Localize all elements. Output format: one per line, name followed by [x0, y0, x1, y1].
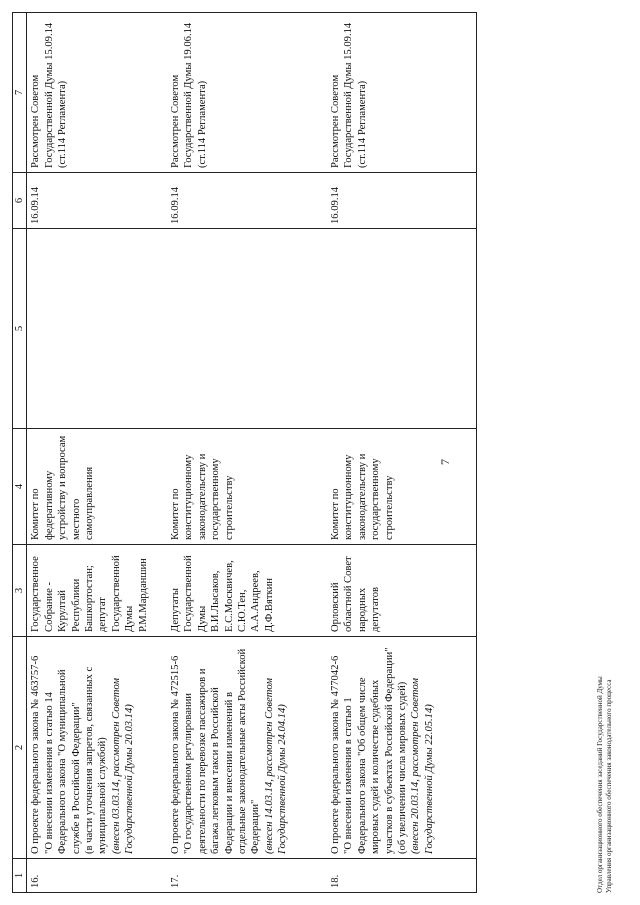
- status-cell: Рассмотрен Советом Государственной Думы 19.06.14 (ст.114 Регламента): [167, 13, 327, 173]
- bill-line: Федерации и внесении изменений в: [223, 692, 235, 854]
- footer-directorate: Управления организационного обеспечения законодательного процесса: [605, 679, 613, 893]
- bill-line: участков в субъектах Российской Федерации": [383, 647, 395, 854]
- header-col-1: 1: [13, 859, 27, 893]
- status-cell: Рассмотрен Советом Государственной Думы 15.09.14 (ст.114 Регламента): [327, 13, 477, 173]
- row-number: 18.: [327, 859, 477, 893]
- bill-line: "О внесении изменения в статью 1: [343, 697, 355, 854]
- bill-author: Орловский областной Совет народных депутатов: [327, 545, 477, 637]
- bill-line: О проекте федерального закона № 472515-6: [169, 655, 181, 854]
- bill-line: "О государственном регулировании: [183, 693, 195, 854]
- bill-note: (внесен 14.03.14, рассмотрен Советом Государственной Думы 24.04.14): [263, 678, 289, 854]
- bill-line: муниципальной службой): [97, 737, 109, 854]
- header-col-3: 3: [13, 545, 27, 637]
- bill-note: (внесен 20.03.14, рассмотрен Советом Государственной Думы 22.05.14): [410, 678, 435, 854]
- bill-line: мировых судей и количестве судебных: [370, 679, 382, 854]
- header-col-5: 5: [13, 229, 27, 429]
- header-col-2: 2: [13, 637, 27, 859]
- col5-cell: [167, 229, 327, 429]
- header-col-7: 7: [13, 13, 27, 173]
- bill-description: [27, 637, 167, 859]
- bill-author: Государственное Собрание - Курултай Республики Башкортостан; депутат Государственной Думы Р.М.Марданшин: [27, 545, 167, 637]
- header-row: [13, 13, 27, 893]
- responsible-committee: Комитет по конституционному законодательству и государственному строительству: [167, 429, 327, 545]
- bill-line: службе в Российской Федерации": [70, 702, 82, 854]
- bill-line: О проекте федерального закона № 477042-6: [329, 655, 341, 854]
- table-row: [327, 13, 477, 893]
- date-cell: 16.09.14: [167, 173, 327, 229]
- agenda-table: [12, 12, 477, 893]
- bill-line: О проекте федерального закона № 463757-6: [30, 655, 42, 854]
- date-cell: 16.09.14: [27, 173, 167, 229]
- bill-line: багажа легковым такси в Российской: [210, 687, 222, 854]
- header-col-4: 4: [13, 429, 27, 545]
- table-row: [27, 13, 167, 893]
- status-cell: Рассмотрен Советом Государственной Думы 15.09.14 (ст.114 Регламента): [27, 13, 167, 173]
- bill-line: (в части уточнения запретов, связанных с: [84, 666, 96, 854]
- bill-author: Депутаты Государственной Думы В.И.Лысаков, Е.С.Москвичев, С.Ю.Тен, А.А.Андреев, Д.Ф.Вяткин: [167, 545, 327, 637]
- bill-line: (об увеличении числа мировых судей): [396, 681, 408, 854]
- responsible-committee: Комитет по федеративному устройству и вопросам местного самоуправления: [27, 429, 167, 545]
- bill-line: Федерации": [250, 799, 262, 854]
- bill-line: Федерального закона "Об общем числе: [356, 677, 368, 854]
- table-row: [167, 13, 327, 893]
- footer-department: Отдел организационного обеспечения заседаний Государственной Думы: [596, 676, 604, 893]
- bill-line: деятельности по перевозке пассажиров и: [196, 668, 208, 854]
- col5-cell: [327, 229, 477, 429]
- col5-cell: [27, 229, 167, 429]
- responsible-committee: Комитет по конституционному законодательству и государственному строительству: [327, 429, 477, 545]
- date-cell: 16.09.14: [327, 173, 477, 229]
- bill-line: "О внесении изменения в статью 14: [43, 692, 55, 854]
- header-col-6: 6: [13, 173, 27, 229]
- page-number: 7: [438, 459, 452, 465]
- bill-line: Федерального закона "О муниципальной: [57, 669, 69, 854]
- row-number: 17.: [167, 859, 327, 893]
- footer: [596, 393, 614, 893]
- bill-line: отдельные законодательные акты Российской: [236, 648, 248, 854]
- row-number: 16.: [27, 859, 167, 893]
- bill-description: [167, 637, 327, 859]
- bill-description: [327, 637, 477, 859]
- bill-note: (внесен 03.03.14, рассмотрен Советом Государственной Думы 20.03.14): [110, 678, 136, 854]
